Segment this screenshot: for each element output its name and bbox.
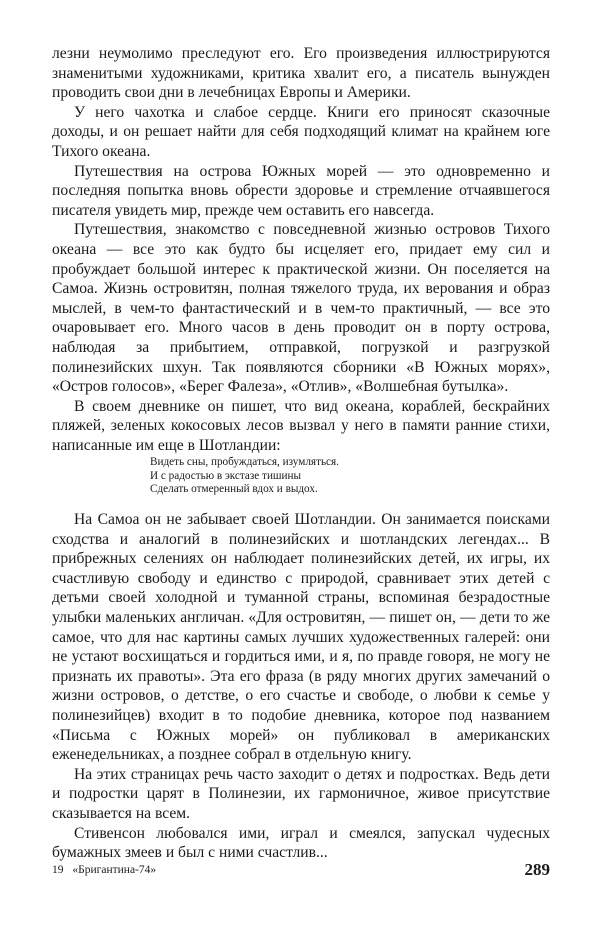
text-block-bottom [52,510,550,863]
poem-quote [150,456,339,497]
paragraph: На Самоа он не забывает своей Шотландии. Он занимается поисками сходства и аналогий в полинезийских и шотландских легендах... В прибрежных селениях он наблюдает полинезийских детей, их игры, их счастливую свободу и единство с природой, сравнивает этих детей с детьми своей холодной и туманной страны, вспоминая безрадостные улыбки маленьких англичан. «Для островитян, — пишет он, — дети то же самое, что для нас картины самых лучших художественных галерей: они не устают восхищаться и гордиться ими, и я, по правде говоря, не могу не признать их правоты». Эта его фраза (в ряду многих других замечаний о жизни островов, о детстве, о его счастье и свободе, о любви к семье у полинезийцев) входит в то подобие дневника, которое под названием «Письма с Южных морей» он публиковал в американских еженедельниках, а позднее собрал в отдельную книгу. [52,511,550,764]
poem-line: И с радостью в экстазе тишины [150,469,302,482]
paragraph: На этих страницах речь часто заходит о детях и подростках. Ведь дети и подростки царят в Полинезии, их гармоничное, живое присутствие сказывается на всем. [52,765,550,822]
paragraph: Путешествия на острова Южных морей — это одновременно и последняя попытка вновь обрести здоровье и стремление отчаявшегося писателя увидеть мир, прежде чем оставить его навсегда. [52,162,550,219]
printer-signature [52,864,156,876]
paragraph: У него чахотка и слабое сердце. Книги его приносят сказочные доходы, и он решает найти для себя подходящий климат на крайнем юге Тихого океана. [52,103,550,160]
paragraph: Стивенсон любовался ими, играл и смеялся, запускал чудесных бумажных змеев и был с ними счастлив... [52,824,550,862]
paragraph: Путешествия, знакомство с повседневной жизнью островов Тихого океана — все это как будто бы исцеляет его, придает ему сил и пробуждает большой интерес к практической жизни. Он поселяется на Самоа. Жизнь островитян, полная тяжелого труда, их верования и образ мыслей, в чем-то фантастический и в чем-то практичный, — все это очаровывает его. Много часов в день проводит он в порту острова, наблюдая за прибытием, отправкой, погрузкой и разгрузкой полинезийских шхун. Так появляются сборники «В Южных морях», «Остров голосов», «Берег Фалеза», «Отлив», «Волшебная бутылка». [52,221,550,396]
page-number: 289 [524,860,550,879]
text-block-top [52,44,550,455]
signature-title: «Бригантина-74» [72,864,157,876]
poem-line: Видеть сны, пробуждаться, изумляться. [150,456,339,468]
poem-line: Сделать отмеренный вдох и выдох. [150,483,318,496]
paragraph: лезни неумолимо преследуют его. Его произведения иллюстрируются знаменитыми художниками, критика хвалит его, а писатель вынужден проводить свои дни в лечебницах Европы и Америки. [52,45,550,102]
paragraph: В своем дневнике он пишет, что вид океана, кораблей, бескрайних пляжей, зеленых кокосовых лесов вызвал у него в памяти ранние стихи, написанные им еще в Шотландии: [52,397,550,454]
signature-number: 19 [52,864,64,876]
